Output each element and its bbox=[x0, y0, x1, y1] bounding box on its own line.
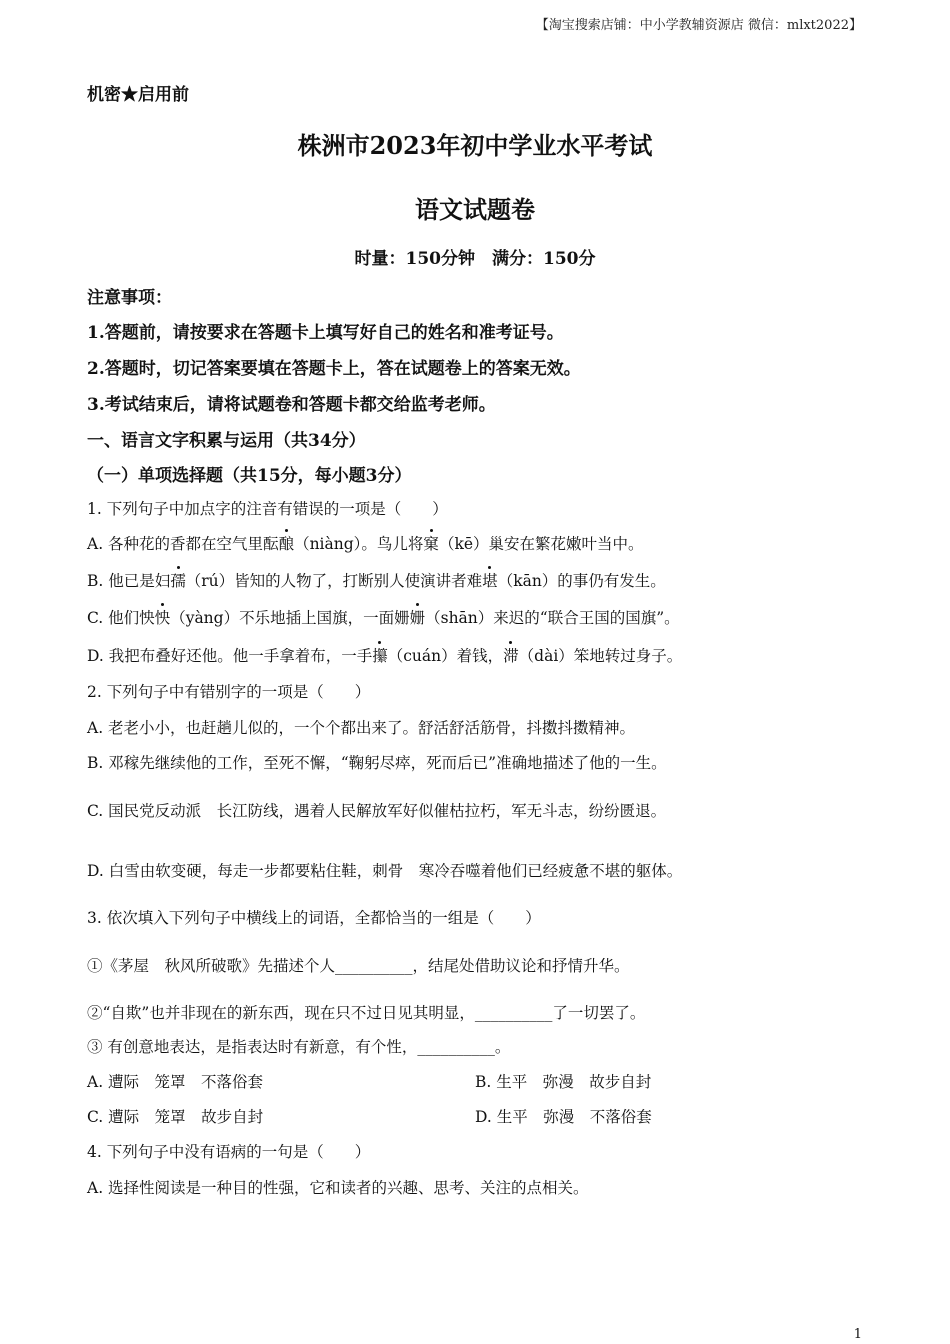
exam-title: 株洲市2023年初中学业水平考试 bbox=[297, 131, 653, 160]
section-heading: 一、语言文字积累与运用（共34分） bbox=[87, 431, 366, 451]
dotted-char: 酿 bbox=[279, 532, 295, 554]
dotted-char: 姗 bbox=[410, 606, 426, 628]
question-1-option-c: C. 他们怏怏（yàng）不乐地插上国旗，一面姗姗（shān）来迟的“联合王国的国旗”。 bbox=[87, 606, 680, 628]
question-3-sentence-2: ②“自欺”也并非现在的新东西，现在只不过日见其明显，__________了一切罢了。 bbox=[87, 1004, 646, 1022]
question-1-option-a: A. 各种花的香都在空气里酝酿（niàng）。鸟儿将窠（kē）巢安在繁花嫩叶当中。 bbox=[87, 532, 644, 554]
dotted-char: 窠 bbox=[423, 532, 439, 554]
question-3-option-c: C. 遭际 笼罩 故步自封 bbox=[87, 1108, 264, 1126]
subsection-heading: （一）单项选择题（共15分，每小题3分） bbox=[87, 466, 412, 486]
dotted-char: 堪 bbox=[482, 569, 498, 591]
notice-item: 1.答题前，请按要求在答题卡上填写好自己的姓名和准考证号。 bbox=[87, 323, 564, 343]
question-2-option-b: B. 邓稼先继续他的工作，至死不懈，“鞠躬尽瘁，死而后已”准确地描述了他的一生。 bbox=[87, 754, 667, 772]
question-1-option-b: B. 他已是妇孺（rú）皆知的人物了，打断别人使演讲者难堪（kān）的事仍有发生。 bbox=[87, 569, 666, 591]
notice-item: 3.考试结束后，请将试题卷和答题卡都交给监考老师。 bbox=[87, 395, 496, 415]
question-2-stem: 2. 下列句子中有错别字的一项是（ ） bbox=[87, 683, 371, 701]
question-2-option-a: A. 老老小小，也赶趟儿似的，一个个都出来了。舒活舒活筋骨，抖擞抖擞精神。 bbox=[87, 719, 636, 737]
exam-subtitle: 语文试题卷 bbox=[415, 195, 535, 224]
question-3-option-a: A. 遭际 笼罩 不落俗套 bbox=[87, 1073, 264, 1091]
dotted-char: 孺 bbox=[170, 569, 186, 591]
confidential-label: 机密★启用前 bbox=[87, 85, 189, 105]
dotted-char: 滞 bbox=[503, 644, 519, 666]
notice-heading: 注意事项： bbox=[87, 288, 172, 308]
question-1-stem: 1. 下列句子中加点字的注音有错误的一项是（ ） bbox=[87, 500, 448, 518]
dotted-char: 怏 bbox=[155, 606, 171, 628]
time-score-info: 时量：150分钟 满分：150分 bbox=[354, 249, 596, 269]
question-1-option-d: D. 我把布叠好还他。他一手拿着布，一手攥（cuán）着钱，滞（dài）笨地转过身子。 bbox=[87, 644, 682, 666]
question-3-option-d: D. 生平 弥漫 不落俗套 bbox=[475, 1108, 652, 1126]
page-header: 【淘宝搜索店铺：中小学教辅资源店 微信：mlxt2022】 bbox=[535, 18, 862, 33]
question-3-sentence-3: ③ 有创意地表达，是指表达时有新意，有个性，__________。 bbox=[87, 1038, 511, 1056]
question-4-option-a: A. 选择性阅读是一种目的性强，它和读者的兴趣、思考、关注的点相关。 bbox=[87, 1179, 589, 1197]
question-3-sentence-1: ①《茅屋 秋风所破歌》先描述个人__________，结尾处借助议论和抒情升华。 bbox=[87, 957, 630, 975]
question-3-stem: 3. 依次填入下列句子中横线上的词语，全都恰当的一组是（ ） bbox=[87, 909, 541, 927]
dotted-char: 攥 bbox=[372, 644, 388, 666]
question-2-option-c: C. 国民党反动派 长江防线，遇着人民解放军好似催枯拉朽，军无斗志，纷纷匮退。 bbox=[87, 802, 667, 820]
notice-item: 2.答题时，切记答案要填在答题卡上，答在试题卷上的答案无效。 bbox=[87, 359, 581, 379]
question-3-option-b: B. 生平 弥漫 故步自封 bbox=[475, 1073, 652, 1091]
page-number: 1 bbox=[853, 1327, 862, 1342]
question-4-stem: 4. 下列句子中没有语病的一句是（ ） bbox=[87, 1143, 371, 1161]
question-2-option-d: D. 白雪由软变硬，每走一步都要粘住鞋，刺骨 寒冷吞噬着他们已经疲惫不堪的躯体。 bbox=[87, 862, 683, 880]
